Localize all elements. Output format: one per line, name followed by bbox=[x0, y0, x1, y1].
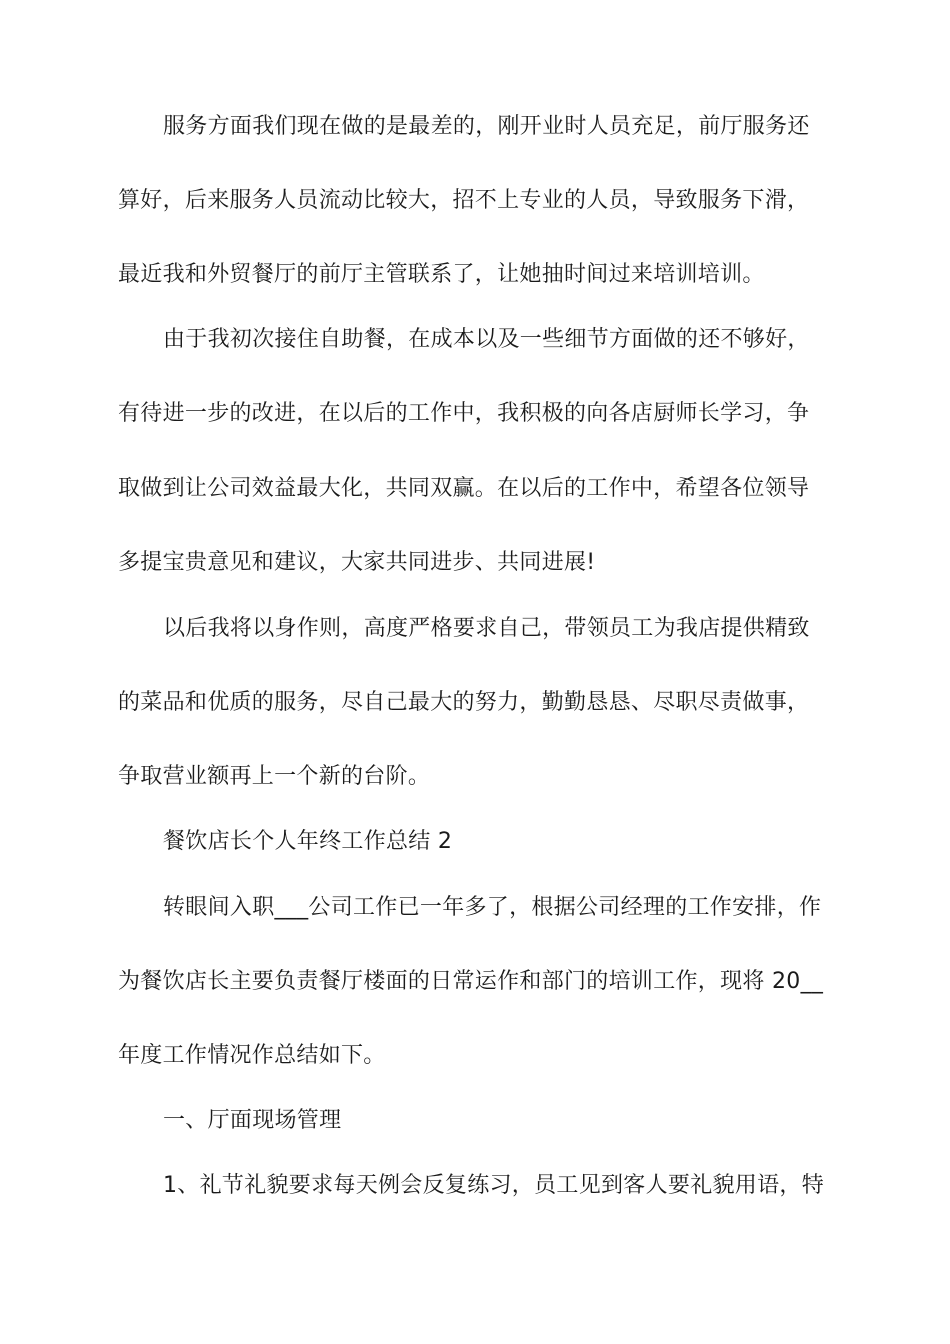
text-line: 争取营业额再上一个新的台阶。 bbox=[118, 764, 431, 789]
subsection-heading: 一、厅面现场管理 bbox=[163, 1108, 342, 1133]
text-line: 转眼间入职___公司工作已一年多了，根据公司经理的工作安排，作 bbox=[163, 895, 822, 920]
text-line: 以后我将以身作则，高度严格要求自己，带领员工为我店提供精致 bbox=[163, 616, 810, 641]
section-heading: 餐饮店长个人年终工作总结 2 bbox=[163, 829, 453, 854]
text-line: 为餐饮店长主要负责餐厅楼面的日常运作和部门的培训工作，现将 20__ bbox=[118, 969, 824, 994]
text-line: 取做到让公司效益最大化，共同双赢。在以后的工作中，希望各位领导 bbox=[118, 476, 810, 501]
text-line: 有待进一步的改进，在以后的工作中，我积极的向各店厨师长学习，争 bbox=[118, 401, 810, 426]
text-line: 算好，后来服务人员流动比较大，招不上专业的人员，导致服务下滑， bbox=[118, 188, 810, 213]
text-line: 1、礼节礼貌要求每天例会反复练习，员工见到客人要礼貌用语，特 bbox=[163, 1173, 824, 1198]
text-line: 的菜品和优质的服务，尽自己最大的努力，勤勤恳恳、尽职尽责做事， bbox=[118, 690, 810, 715]
text-line: 多提宝贵意见和建议，大家共同进步、共同进展! bbox=[118, 550, 596, 575]
text-line: 由于我初次接住自助餐，在成本以及一些细节方面做的还不够好， bbox=[163, 327, 810, 352]
text-line: 服务方面我们现在做的是最差的，刚开业时人员充足，前厅服务还 bbox=[163, 114, 810, 139]
text-line: 年度工作情况作总结如下。 bbox=[118, 1043, 386, 1068]
text-line: 最近我和外贸餐厅的前厅主管联系了，让她抽时间过来培训培训。 bbox=[118, 262, 765, 287]
